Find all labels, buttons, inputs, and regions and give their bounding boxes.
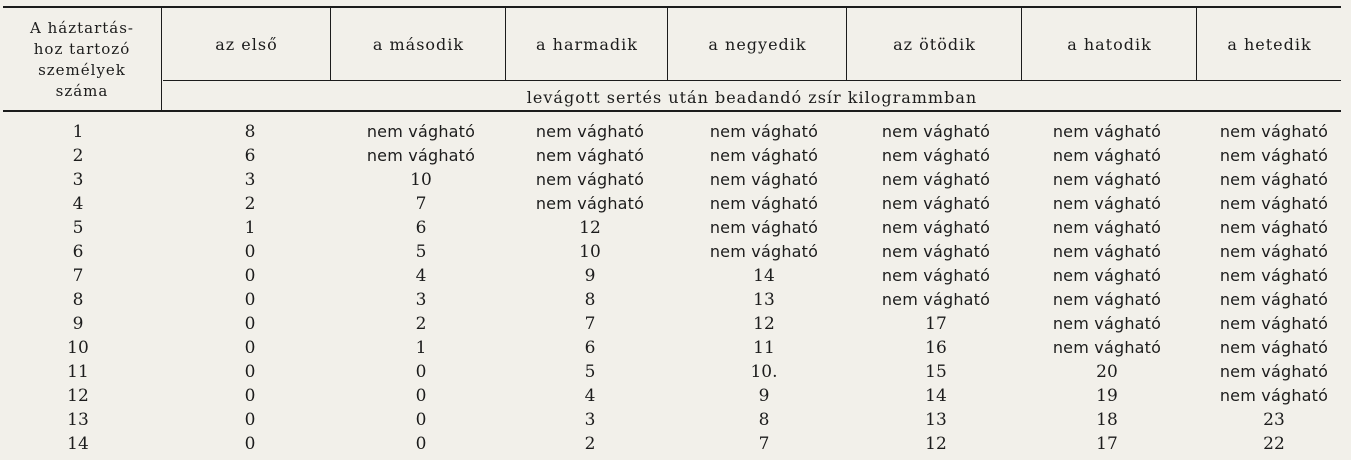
value-cell: nem vágható — [881, 146, 991, 165]
table-row — [0, 288, 1351, 312]
header-divider — [1196, 8, 1197, 80]
value-cell: 6 — [244, 146, 256, 166]
header-divider — [505, 8, 506, 80]
value-cell: 0 — [244, 362, 256, 382]
value-cell: 0 — [415, 386, 427, 406]
value-cell: nem vágható — [535, 194, 645, 213]
value-cell: 6 — [584, 338, 596, 358]
value-cell: nem vágható — [535, 122, 645, 141]
value-cell: nem vágható — [1219, 194, 1329, 213]
value-cell: nem vágható — [1219, 362, 1329, 381]
persons-column-header: A háztartás- hoz tartozó személyek száma — [30, 19, 134, 100]
persons-count-cell: 7 — [72, 266, 84, 286]
value-cell: nem vágható — [1052, 170, 1162, 189]
value-cell: 12 — [753, 314, 775, 334]
value-cell: 0 — [244, 338, 256, 358]
table-row — [0, 384, 1351, 408]
value-cell: 0 — [244, 434, 256, 454]
value-cell: nem vágható — [1219, 122, 1329, 141]
table-row — [0, 168, 1351, 192]
value-cell: 13 — [925, 410, 947, 430]
value-cell: nem vágható — [881, 170, 991, 189]
table-row — [0, 240, 1351, 264]
value-cell: 3 — [415, 290, 427, 310]
value-cell: nem vágható — [1052, 194, 1162, 213]
value-cell: 10 — [410, 170, 432, 190]
value-cell: 15 — [925, 362, 947, 382]
table-body — [0, 120, 1351, 456]
table-row — [0, 216, 1351, 240]
value-cell: 19 — [1096, 386, 1118, 406]
value-cell: nem vágható — [709, 146, 819, 165]
table-row — [0, 336, 1351, 360]
column-header-7: a hetedik — [1227, 34, 1312, 54]
value-cell: 7 — [758, 434, 770, 454]
value-cell: 11 — [753, 338, 775, 358]
persons-count-cell: 14 — [67, 434, 89, 454]
value-cell: nem vágható — [366, 146, 476, 165]
value-cell: nem vágható — [1052, 122, 1162, 141]
header-divider — [667, 8, 668, 80]
value-cell: 9 — [584, 266, 596, 286]
value-cell: 18 — [1096, 410, 1118, 430]
table-row — [0, 312, 1351, 336]
column-header-4: a negyedik — [708, 34, 807, 54]
value-cell: nem vágható — [1219, 338, 1329, 357]
persons-count-cell: 3 — [72, 170, 84, 190]
value-cell: nem vágható — [1052, 146, 1162, 165]
value-cell: 0 — [244, 242, 256, 262]
value-cell: nem vágható — [1219, 218, 1329, 237]
header-divider — [161, 8, 162, 110]
value-cell: nem vágható — [881, 122, 991, 141]
value-cell: 17 — [1096, 434, 1118, 454]
header-divider — [330, 8, 331, 80]
value-cell: nem vágható — [881, 194, 991, 213]
value-cell: 8 — [584, 290, 596, 310]
value-cell: 9 — [758, 386, 770, 406]
value-cell: 5 — [415, 242, 427, 262]
value-cell: 1 — [244, 218, 256, 238]
persons-count-cell: 6 — [72, 242, 84, 262]
value-cell: nem vágható — [1052, 266, 1162, 285]
value-cell: 23 — [1263, 410, 1285, 430]
value-cell: nem vágható — [1219, 242, 1329, 261]
value-cell: 0 — [244, 410, 256, 430]
value-cell: nem vágható — [709, 242, 819, 261]
value-cell: 2 — [244, 194, 256, 214]
table-row — [0, 144, 1351, 168]
value-cell: 3 — [584, 410, 596, 430]
value-cell: 10 — [579, 242, 601, 262]
value-cell: nem vágható — [881, 242, 991, 261]
value-cell: nem vágható — [1219, 266, 1329, 285]
value-cell: nem vágható — [881, 266, 991, 285]
value-cell: nem vágható — [1052, 218, 1162, 237]
value-cell: 20 — [1096, 362, 1118, 382]
table-header — [3, 6, 1341, 112]
value-cell: 2 — [415, 314, 427, 334]
value-cell: 22 — [1263, 434, 1285, 454]
value-cell: 7 — [415, 194, 427, 214]
persons-count-cell: 10 — [67, 338, 89, 358]
value-cell: 4 — [584, 386, 596, 406]
value-cell: nem vágható — [709, 170, 819, 189]
value-cell: nem vágható — [1219, 170, 1329, 189]
value-cell: 6 — [415, 218, 427, 238]
value-cell: 3 — [244, 170, 256, 190]
column-header-2: a második — [372, 34, 465, 54]
persons-count-cell: 11 — [67, 362, 89, 382]
value-cell: 1 — [415, 338, 427, 358]
value-cell: 0 — [244, 266, 256, 286]
value-cell: nem vágható — [709, 122, 819, 141]
persons-count-cell: 9 — [72, 314, 84, 334]
value-cell: nem vágható — [1219, 290, 1329, 309]
value-cell: 16 — [925, 338, 947, 358]
persons-count-cell: 1 — [72, 122, 84, 142]
value-cell: nem vágható — [535, 170, 645, 189]
header-divider — [1021, 8, 1022, 80]
table-row — [0, 264, 1351, 288]
table-row — [0, 408, 1351, 432]
unit-span-header: levágott sertés után beadandó zsír kilogrammban — [526, 87, 978, 107]
value-cell: nem vágható — [1052, 338, 1162, 357]
value-cell: 8 — [244, 122, 256, 142]
value-cell: nem vágható — [1052, 242, 1162, 261]
value-cell: 12 — [925, 434, 947, 454]
persons-count-cell: 2 — [72, 146, 84, 166]
value-cell: 17 — [925, 314, 947, 334]
value-cell: 14 — [753, 266, 775, 286]
value-cell: nem vágható — [366, 122, 476, 141]
persons-count-cell: 12 — [67, 386, 89, 406]
value-cell: 0 — [415, 362, 427, 382]
value-cell: 10. — [750, 362, 778, 382]
column-header-5: az ötödik — [893, 34, 976, 54]
value-cell: 0 — [244, 386, 256, 406]
value-cell: nem vágható — [535, 146, 645, 165]
value-cell: 8 — [758, 410, 770, 430]
persons-count-cell: 5 — [72, 218, 84, 238]
value-cell: 13 — [753, 290, 775, 310]
value-cell: 0 — [415, 410, 427, 430]
value-cell: 0 — [244, 290, 256, 310]
value-cell: nem vágható — [1219, 314, 1329, 333]
persons-count-cell: 4 — [72, 194, 84, 214]
value-cell: 2 — [584, 434, 596, 454]
table-row — [0, 432, 1351, 456]
value-cell: 0 — [244, 314, 256, 334]
header-subdivider — [163, 80, 1341, 81]
persons-count-cell: 8 — [72, 290, 84, 310]
value-cell: nem vágható — [1219, 146, 1329, 165]
persons-count-cell: 13 — [67, 410, 89, 430]
value-cell: nem vágható — [881, 218, 991, 237]
value-cell: 14 — [925, 386, 947, 406]
value-cell: nem vágható — [709, 218, 819, 237]
value-cell: 4 — [415, 266, 427, 286]
value-cell: 5 — [584, 362, 596, 382]
value-cell: 7 — [584, 314, 596, 334]
table-row — [0, 120, 1351, 144]
header-divider — [846, 8, 847, 80]
value-cell: nem vágható — [1052, 314, 1162, 333]
value-cell: nem vágható — [1052, 290, 1162, 309]
value-cell: nem vágható — [881, 290, 991, 309]
table-row — [0, 360, 1351, 384]
table-row — [0, 192, 1351, 216]
value-cell: nem vágható — [1219, 386, 1329, 405]
column-header-1: az első — [215, 34, 278, 54]
column-header-3: a harmadik — [536, 34, 638, 54]
value-cell: 12 — [579, 218, 601, 238]
value-cell: 0 — [415, 434, 427, 454]
column-header-6: a hatodik — [1067, 34, 1152, 54]
value-cell: nem vágható — [709, 194, 819, 213]
